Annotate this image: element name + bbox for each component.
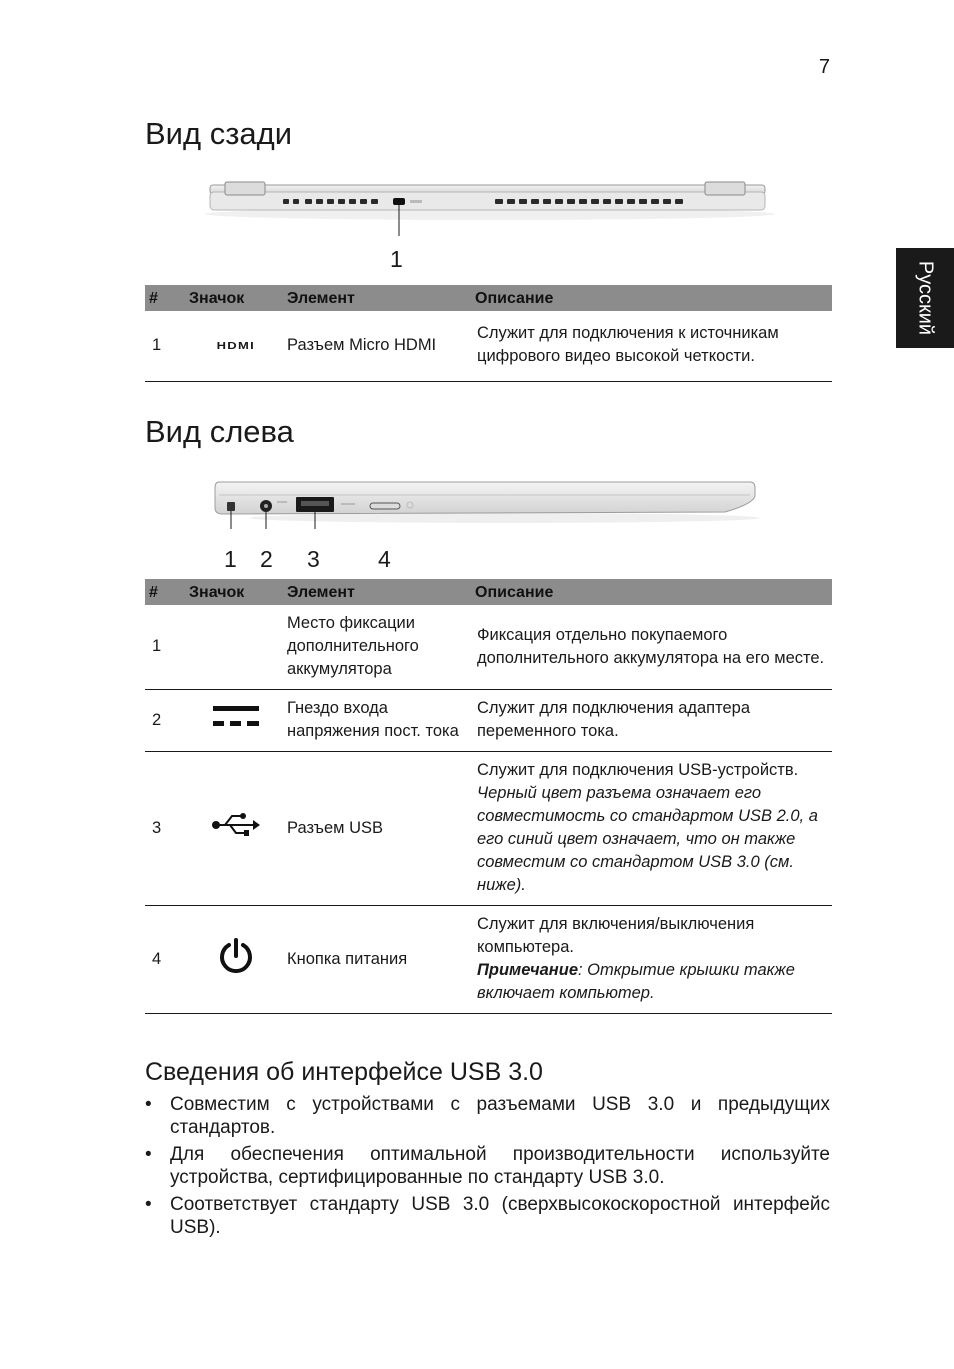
table-row [145, 906, 832, 1014]
table-row [145, 605, 832, 690]
table-header-row [145, 285, 832, 311]
row-num: 3 [145, 752, 185, 906]
hdmi-icon-text: HDMI [216, 340, 256, 352]
table-row [145, 752, 832, 906]
left-callout-2: 2 [260, 546, 273, 572]
hdmi-icon [185, 311, 287, 381]
header-element: Элемент [287, 285, 475, 311]
bullet-dot: • [145, 1094, 152, 1115]
header-element: Элемент [287, 579, 475, 605]
language-tab-label: Русский [914, 260, 937, 336]
row-num: 4 [145, 906, 185, 1014]
rear-view-table [145, 285, 832, 382]
row-element: Место фиксации дополнительного аккумулятора [287, 605, 475, 690]
rear-view-title: Вид сзади [145, 116, 293, 151]
row-description: Служит для подключения адаптера переменного тока. [475, 690, 832, 752]
row-description [475, 906, 832, 1014]
language-tab [896, 248, 954, 348]
row-description [475, 752, 832, 906]
power-button [370, 503, 400, 509]
note-text: : Открытие крышки также включает компьютер. [477, 961, 795, 1002]
power-icon [218, 938, 254, 974]
table-header-row [145, 579, 832, 605]
table-row [145, 311, 832, 381]
row-icon-empty [185, 605, 287, 690]
usb3-bullet-list [145, 1093, 830, 1243]
left-callout-3: 3 [307, 546, 320, 572]
page-number: 7 [818, 56, 830, 78]
header-icon: Значок [185, 579, 287, 605]
row-description: Служит для подключения к источникам цифрового видео высокой четкости. [475, 311, 832, 381]
list-item-text: Соответствует стандарту USB 3.0 (сверхвысокоскоростной интерфейс USB). [170, 1194, 830, 1238]
table-row [145, 690, 832, 752]
bullet-dot: • [145, 1194, 152, 1215]
usb-icon [211, 812, 261, 838]
row-description: Фиксация отдельно покупаемого дополнительного аккумулятора на его месте. [475, 605, 832, 690]
list-item [145, 1193, 830, 1239]
left-callout-1: 1 [224, 546, 237, 572]
header-icon: Значок [185, 285, 287, 311]
row-element: Кнопка питания [287, 906, 475, 1014]
list-item [145, 1093, 830, 1139]
rear-callout-1: 1 [390, 246, 403, 272]
row-element: Разъем Micro HDMI [287, 311, 475, 381]
list-item [145, 1143, 830, 1189]
list-item-text: Совместим с устройствами с разъемами USB 3.0 и предыдущих стандартов. [170, 1094, 830, 1138]
header-num: # [145, 285, 185, 311]
row-element: Гнездо входа напряжения пост. тока [287, 690, 475, 752]
left-view-table [145, 579, 832, 1014]
row-num: 2 [145, 690, 185, 752]
row-description-italic: Черный цвет разъема означает его совместимость со стандартом USB 2.0, а его синий цвет означает, что он также совместим со стандартом USB 3.0 (см. ниже). [477, 784, 818, 894]
row-description-main: Служит для включения/выключения компьютера. [477, 915, 755, 956]
list-item-text: Для обеспечения оптимальной производительности используйте устройства, сертифицированные по стандарту USB 3.0. [170, 1144, 830, 1188]
battery-lock-slot [227, 502, 235, 511]
row-num: 1 [145, 311, 185, 381]
rear-view-illustration [195, 176, 785, 236]
row-num: 1 [145, 605, 185, 690]
usb3-title: Сведения об интерфейсе USB 3.0 [145, 1058, 543, 1086]
bullet-dot: • [145, 1144, 152, 1165]
left-view-title: Вид слева [145, 414, 294, 449]
dc-in-icon [212, 703, 260, 731]
note-label: Примечание [477, 961, 579, 979]
row-element: Разъем USB [287, 752, 475, 906]
left-callout-4: 4 [378, 546, 391, 572]
header-description: Описание [475, 285, 832, 311]
header-num: # [145, 579, 185, 605]
left-view-illustration [205, 474, 765, 529]
rear-vent-left [283, 199, 378, 204]
header-description: Описание [475, 579, 832, 605]
micro-hdmi-port [393, 198, 405, 205]
row-description-main: Служит для подключения USB-устройств. [477, 761, 799, 779]
